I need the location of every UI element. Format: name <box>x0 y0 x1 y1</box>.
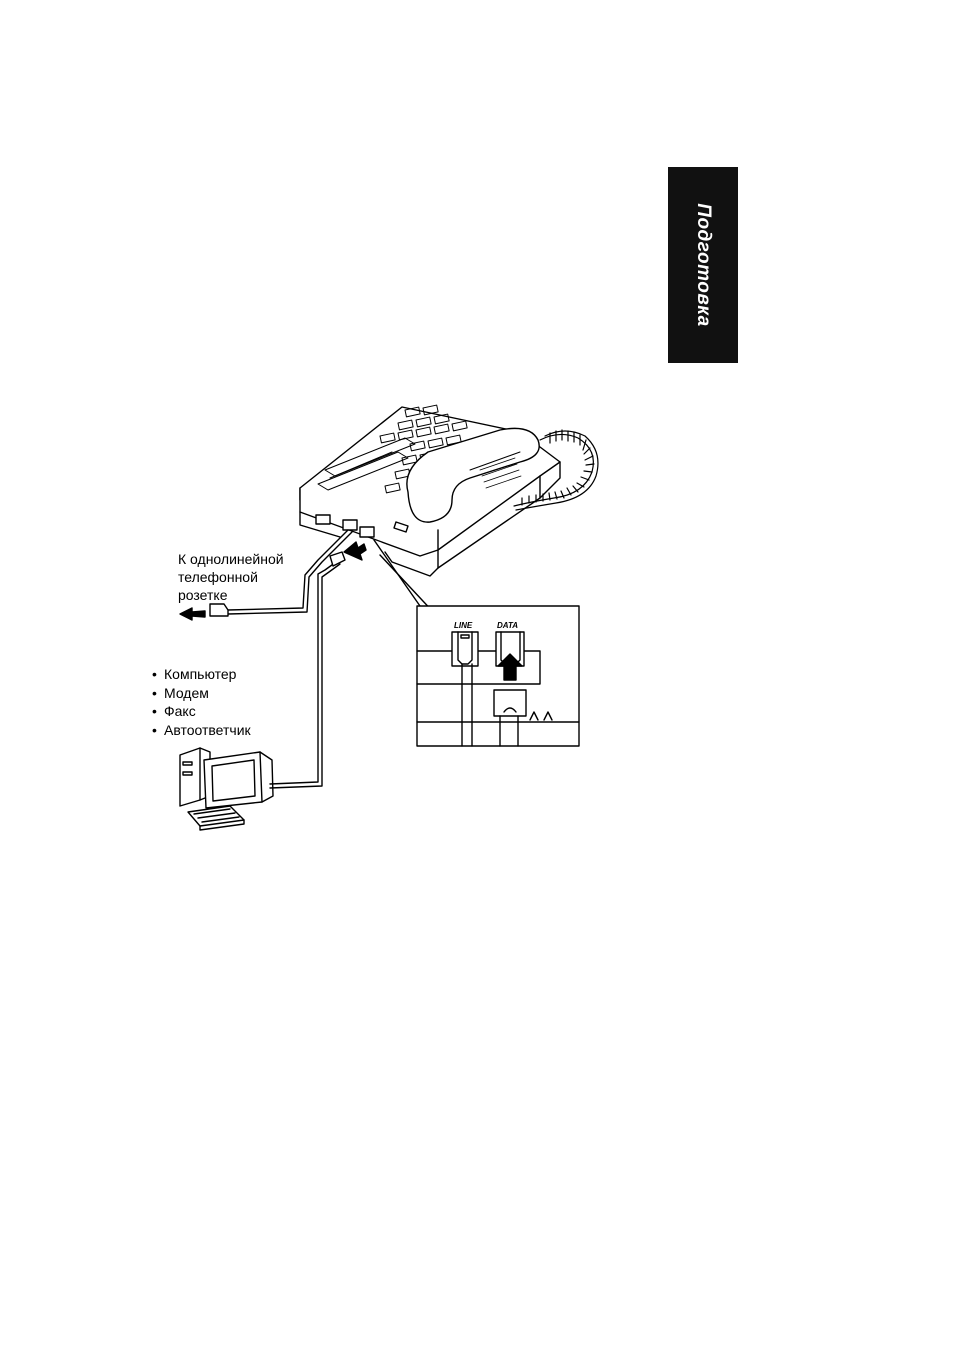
outlet-label-line: телефонной <box>178 569 258 585</box>
arrow-plug-icon <box>344 542 366 560</box>
device-list-item: • Факс <box>152 702 251 721</box>
device-list-item: • Компьютер <box>152 665 251 684</box>
device-list <box>152 665 251 739</box>
data-port-label: DATA <box>497 621 519 630</box>
arrow-left-icon <box>180 608 205 620</box>
outlet-label-line: К однолинейной <box>178 551 284 567</box>
line-port-label: LINE <box>454 621 473 630</box>
outlet-label <box>178 550 284 604</box>
outlet-label-line: розетке <box>178 587 228 603</box>
telephone-illustration <box>300 405 560 576</box>
section-tab-label: Подготовка <box>693 203 714 327</box>
device-list-item: • Автоответчик <box>152 721 251 740</box>
computer-illustration <box>180 748 273 830</box>
device-list-item: • Модем <box>152 684 251 703</box>
